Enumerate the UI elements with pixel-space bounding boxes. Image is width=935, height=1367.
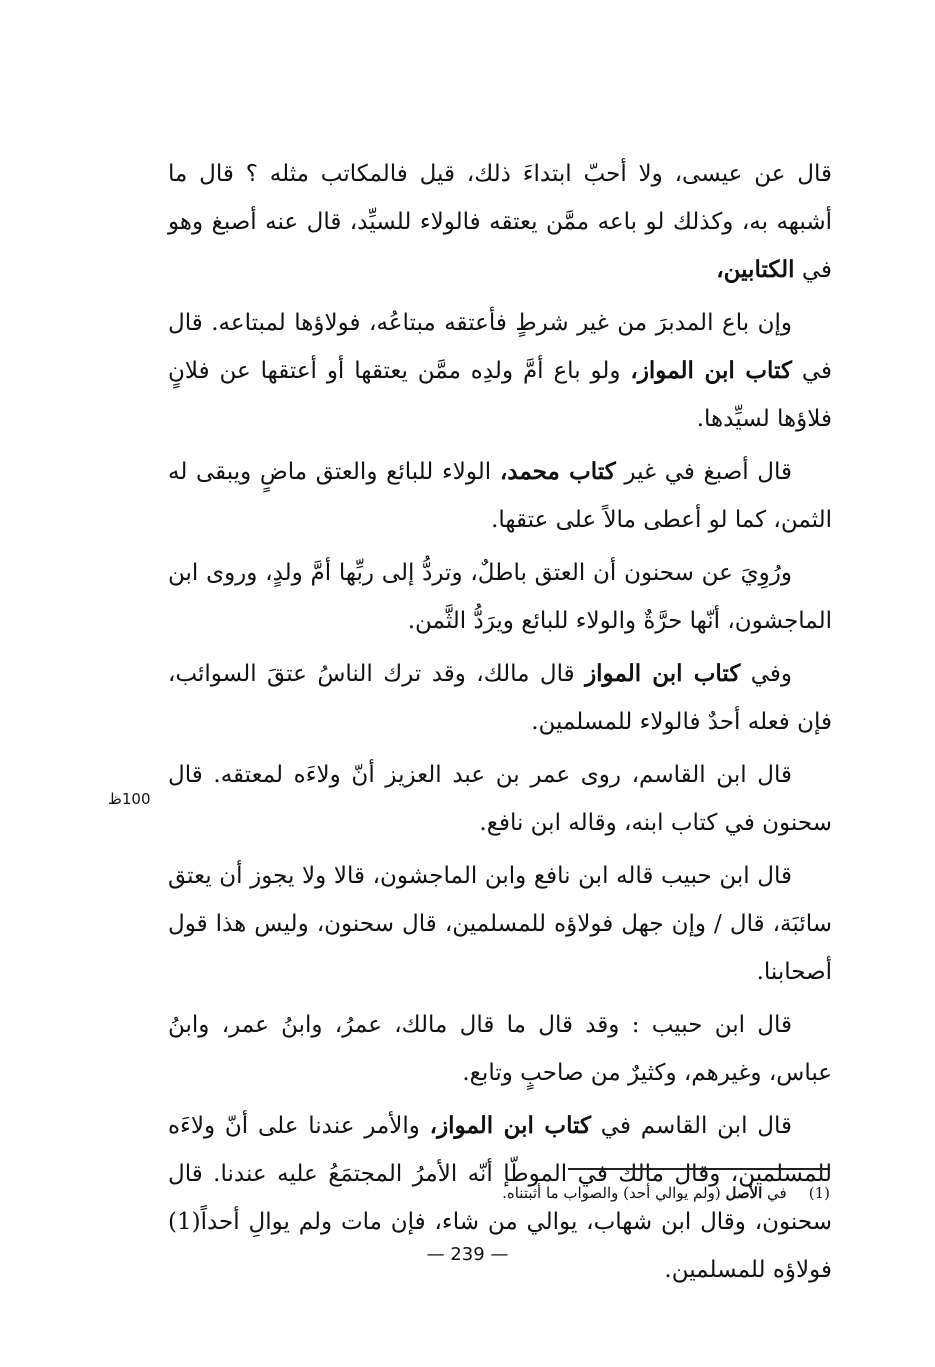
main-text-block	[168, 150, 832, 1299]
footnote-bold: الأصل	[725, 1184, 763, 1202]
paragraph	[168, 150, 832, 294]
page-number: — 239 —	[426, 1244, 509, 1265]
paragraph-text: قال ابن القاسم في	[590, 1113, 792, 1139]
manuscript-folio-note: 100ظ	[108, 790, 151, 808]
paragraph-text: الولاء للبائع والعتق ماضٍ ويبقى له الثمن، كما لو أعطى مالاً على عتقها.	[168, 459, 832, 533]
paragraph	[168, 448, 832, 544]
footnote-divider	[568, 1168, 830, 1170]
paragraph-text: وإن باع المدبرَ من غير شرطٍ فأعتقه مبتاعُه، فولاؤها لمبتاعه. قال في	[168, 310, 832, 384]
paragraph-text: وفي	[740, 661, 792, 687]
paragraph-text: والأمر عندنا على أنّ ولاءَه للمسلمين، وقال مالك في الموطّإ أنّه الأمرُ المجتمَعُ عليه عندنا. قال سحنون، وقال ابن شهاب، يوالي من شاء، فإن مات ولم يوالِ أحداً(1) فولاؤه للمسلمين.	[168, 1113, 832, 1283]
paragraph-text: قال ابن القاسم، روى عمر بن عبد العزيز أنّ ولاءَه لمعتقه. قال سحنون في كتاب ابنه، وقاله ابن نافع.	[168, 762, 832, 836]
paragraph	[168, 299, 832, 443]
bold-reference: كتاب محمد،	[499, 458, 616, 485]
paragraph-text: قال ابن حبيب قاله ابن نافع وابن الماجشون، قالا ولا يجوز أن يعتق سائبَة، قال / وإن جهل فولاؤه للمسلمين، قال سحنون، وليس هذا قول أصحابنا.	[168, 863, 832, 985]
paragraph-text: قال مالك، وقد ترك الناسُ عتقَ السوائب، فإن فعله أحدٌ فالولاء للمسلمين.	[168, 661, 832, 735]
footnote-text: في	[762, 1184, 787, 1202]
paragraph-text: ورُوِيَ عن سحنون أن العتق باطلٌ، وتردُّ إلى ربِّها أمَّ ولدٍ، وروى ابن الماجشون، أنّها حرَّةٌ والولاء للبائع ويرَدُّ الثَّمن.	[168, 560, 832, 634]
paragraph	[168, 751, 832, 847]
bold-reference: كتاب ابن المواز	[585, 660, 741, 687]
bold-reference: كتاب ابن المواز،	[429, 1112, 591, 1139]
paragraph	[168, 1001, 832, 1097]
paragraph-text: ولو باع أمَّ ولدِه ممَّن يعتقها أو أعتقها عن فلانٍ فلاؤها لسيِّدها.	[168, 358, 832, 432]
paragraph-text: قال عن عيسى، ولا أحبّ ابتداءَ ذلك، قيل فالمكاتب مثله ؟ قال ما أشبهه به، وكذلك لو باعه ممَّن يعتقه فالولاء للسيِّد، قال عنه أصبغ وهو في	[168, 161, 832, 283]
footnote	[340, 1180, 830, 1206]
bold-reference: كتاب ابن المواز،	[630, 357, 792, 384]
paragraph-text: قال ابن حبيب : وقد قال ما قال مالك، عمرُ، وابنُ عمر، وابنُ عباس، وغيرهم، وكثيرٌ من صاحبٍ وتابع.	[168, 1012, 832, 1086]
paragraph	[168, 549, 832, 645]
paragraph-text: قال أصبغ في غير	[615, 459, 792, 485]
footnote-text: (ولم يوالي أحد) والصواب ما أثبتناه.	[502, 1184, 726, 1202]
footnote-marker: (1)	[808, 1184, 830, 1202]
paragraph	[168, 650, 832, 746]
paragraph	[168, 852, 832, 996]
bold-reference: الكتابين،	[716, 256, 795, 283]
